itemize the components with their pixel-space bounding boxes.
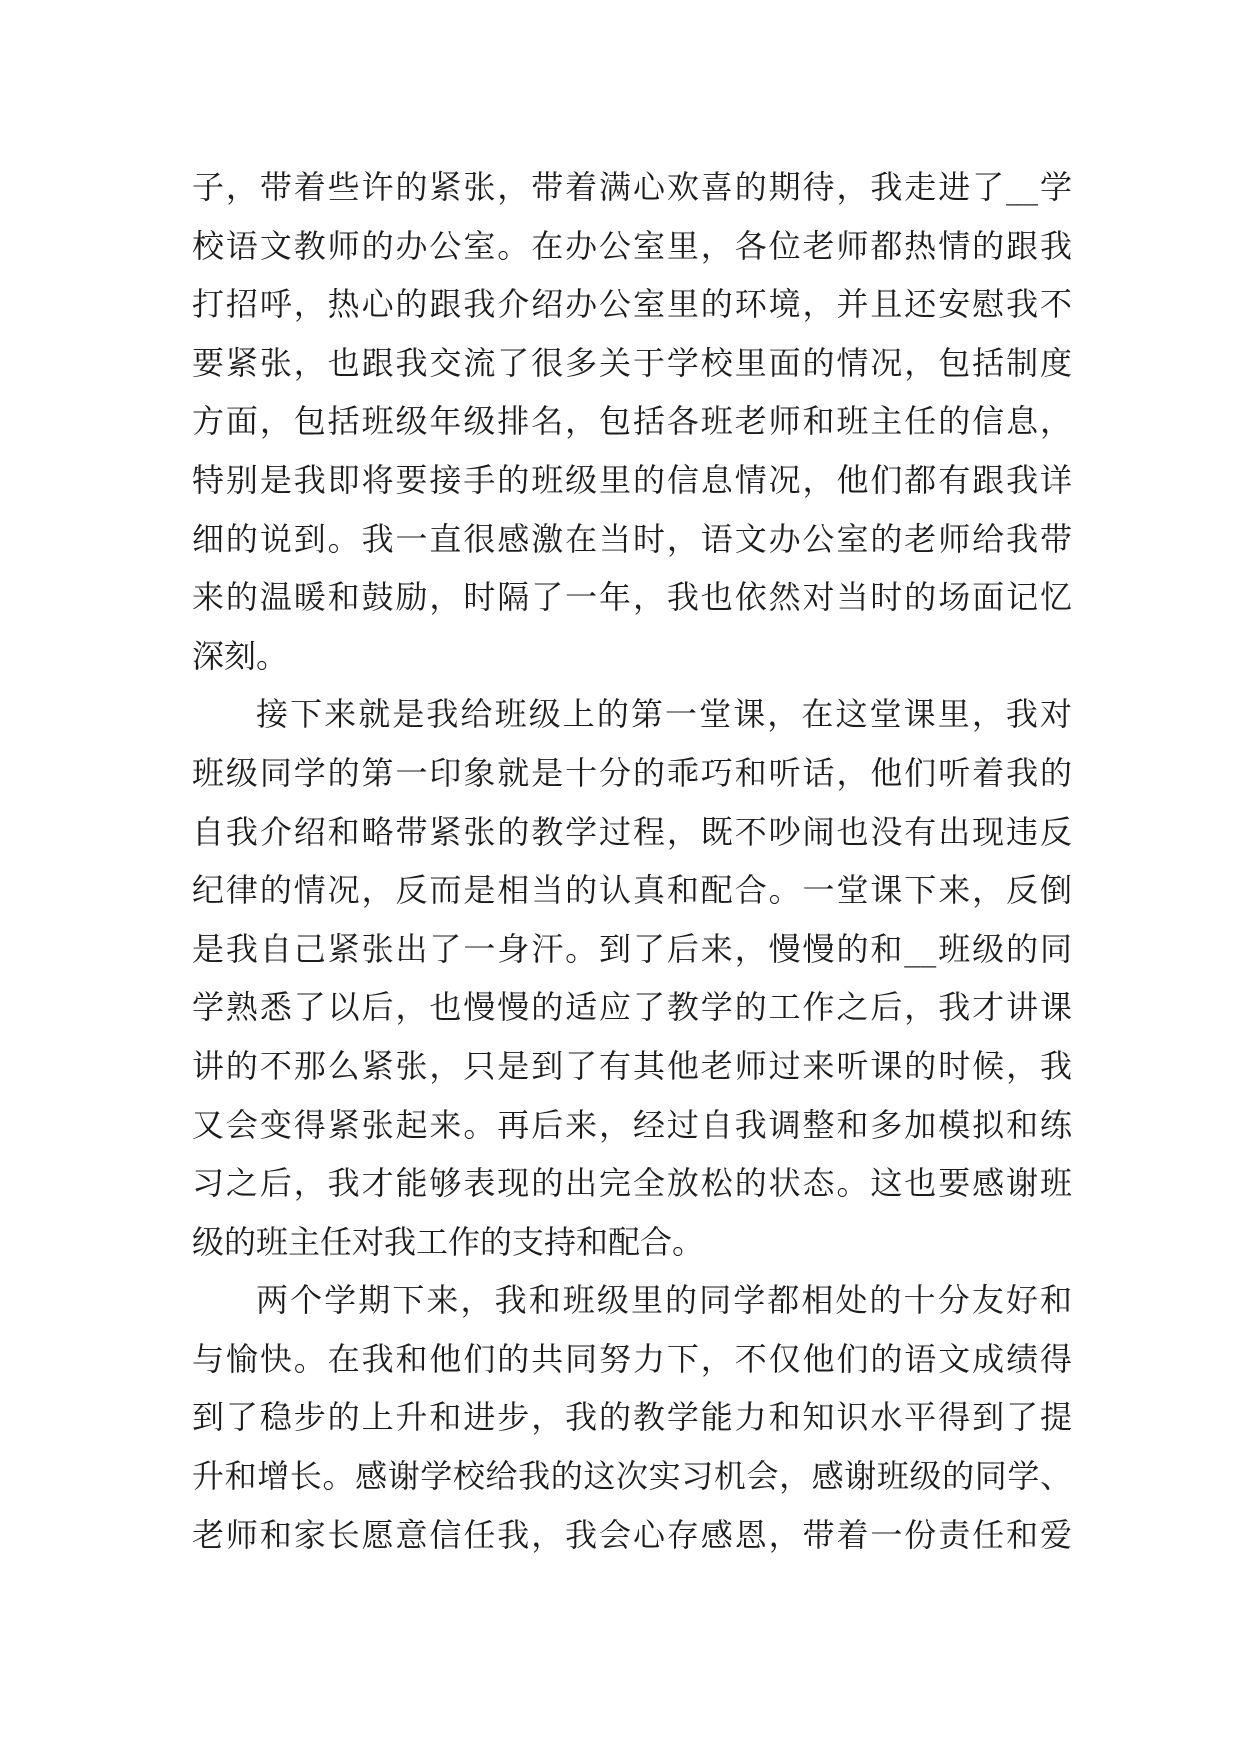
text-line: 深刻。	[192, 636, 289, 675]
text-line: 又会变得紧张起来。再后来，经过自我调整和多加模拟和练	[192, 1105, 1072, 1144]
text-line: 接下来就是我给班级上的第一堂课，在这堂课里，我对	[256, 695, 1072, 734]
text-line: 方面，包括班级年级排名，包括各班老师和班主任的信息，	[192, 402, 1072, 441]
paragraph-1	[192, 158, 1072, 685]
paragraph-3	[192, 1271, 1072, 1564]
text-line: 班级同学的第一印象就是十分的乖巧和听话，他们听着我的	[192, 753, 1072, 792]
text-line: 要紧张，也跟我交流了很多关于学校里面的情况，包括制度	[192, 343, 1072, 382]
text-line: 纪律的情况，反而是相当的认真和配合。一堂课下来，反倒	[192, 871, 1072, 910]
text-line: 是我自己紧张出了一身汗。到了后来，慢慢的和__班级的同	[192, 929, 1072, 968]
text-line: 学熟悉了以后，也慢慢的适应了教学的工作之后，我才讲课	[192, 988, 1072, 1027]
text-line: 特别是我即将要接手的班级里的信息情况，他们都有跟我详	[192, 460, 1072, 499]
text-line: 自我介绍和略带紧张的教学过程，既不吵闹也没有出现违反	[192, 812, 1072, 851]
text-line: 校语文教师的办公室。在办公室里，各位老师都热情的跟我	[192, 226, 1072, 265]
document-body	[192, 158, 1072, 1564]
text-line: 习之后，我才能够表现的出完全放松的状态。这也要感谢班	[192, 1164, 1072, 1203]
text-line: 老师和家长愿意信任我，我会心存感恩，带着一份责任和爱	[192, 1515, 1072, 1554]
text-line: 子，带着些许的紧张，带着满心欢喜的期待，我走进了__学	[192, 168, 1072, 206]
text-line: 级的班主任对我工作的支持和配合。	[192, 1222, 705, 1261]
text-line: 升和增长。感谢学校给我的这次实习机会，感谢班级的同学、	[192, 1457, 1072, 1496]
text-line: 到了稳步的上升和进步，我的教学能力和知识水平得到了提	[192, 1398, 1072, 1437]
text-line: 与愉快。在我和他们的共同努力下，不仅他们的语文成绩得	[192, 1339, 1072, 1378]
paragraph-2	[192, 685, 1072, 1271]
text-line: 讲的不那么紧张，只是到了有其他老师过来听课的时候，我	[192, 1046, 1072, 1085]
text-line: 打招呼，热心的跟我介绍办公室里的环境，并且还安慰我不	[192, 285, 1072, 324]
text-line: 来的温暖和鼓励，时隔了一年，我也依然对当时的场面记忆	[192, 578, 1072, 617]
text-line: 两个学期下来，我和班级里的同学都相处的十分友好和	[256, 1281, 1072, 1320]
text-line: 细的说到。我一直很感激在当时，语文办公室的老师给我带	[192, 519, 1072, 558]
